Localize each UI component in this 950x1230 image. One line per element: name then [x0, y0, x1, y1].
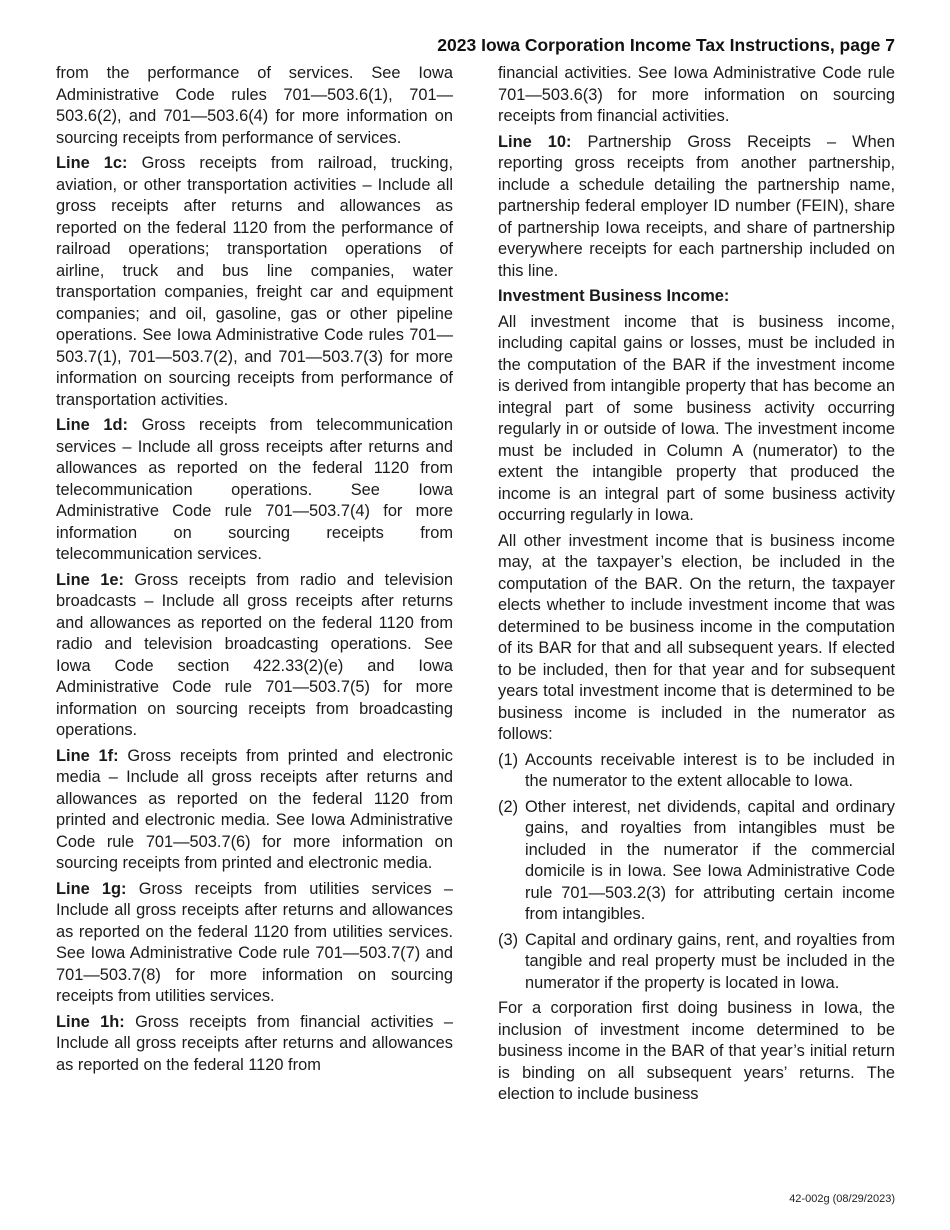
- line-10-text: Partnership Gross Receipts – When reporting gross receipts from another partnership, include a schedule detailing the partnership name, partnership federal employer ID number (FEIN), share of partnership Iowa receipts, and share of partnership everywhere receipts for each partnership included on this line.: [498, 132, 895, 280]
- list-item-text: Other interest, net dividends, capital and ordinary gains, and royalties from intangibles must be included in the numerator if the commercial domicile is in Iowa. See Iowa Administrative Code rule 701—503.2(3) for attributing certain income from intangibles.: [525, 797, 895, 923]
- investment-business-income-heading: Investment Business Income:: [498, 287, 730, 305]
- right-column: [498, 63, 895, 1110]
- list-item: [498, 797, 895, 926]
- list-item-text: Capital and ordinary gains, rent, and royalties from tangible and real property must be included in the numerator if the property is located in Iowa.: [525, 930, 895, 992]
- paragraph-services-continued: from the performance of services. See Iowa Administrative Code rules 701—503.6(1), 701—503.6(2), and 701—503.6(4) for more information on sourcing receipts from performance of services.: [56, 64, 453, 147]
- line-1f-text: Gross receipts from printed and electronic media – Include all gross receipts after returns and allowances as reported on the federal 1120 from printed and electronic media. See Iowa Administrative Code rule 701—503.7(6) for more information on sourcing receipts from printed and electronic media.: [56, 746, 453, 872]
- page-header: 2023 Iowa Corporation Income Tax Instructions, page 7: [437, 35, 895, 55]
- line-1f-label: Line 1f:: [56, 746, 119, 765]
- list-item: [498, 750, 895, 793]
- list-item: [498, 930, 895, 995]
- line-1c-text: Gross receipts from railroad, trucking, aviation, or other transportation activities – Include all gross receipts after returns and allowances as reported on the federal 1120 from the performance of railroad operations; transportation operations of airline, truck and bus line companies, water transportation companies, freight car and equipment companies; and oil, gasoline, gas or other pipeline operations. See Iowa Administrative Code rules 701—503.7(1), 701—503.7(2), and 701—503.7(3) for more information on sourcing receipts from performance of transportation activities.: [56, 154, 453, 409]
- line-1e-text: Gross receipts from radio and television broadcasts – Include all gross receipts after returns and allowances as reported on the federal 1120 from radio and television broadcasting operations. See Iowa Code section 422.33(2)(e) and Iowa Administrative Code rule 701—503.7(5) for more information on sourcing receipts from broadcasting operations.: [56, 570, 454, 739]
- line-1h-paragraph: [56, 1012, 453, 1077]
- list-item-number: (1): [498, 750, 519, 769]
- line-1d-label: Line 1d:: [56, 416, 128, 434]
- line-1g-label: Line 1g:: [56, 879, 127, 898]
- line-1h-label: Line 1h:: [56, 1012, 125, 1031]
- line-1h-text: Gross receipts from financial activities – Include all gross receipts after returns and allowances as reported on the federal 1120 from: [56, 1012, 453, 1074]
- line-1c-label: Line 1c:: [56, 154, 128, 172]
- investment-paragraph-3: For a corporation first doing business in Iowa, the inclusion of investment income determined to be business income in the BAR of that year’s initial return is binding on all subsequent years’ returns. The election to include business: [498, 999, 895, 1103]
- list-item-number: (3): [498, 930, 519, 949]
- form-code-footer: 42-002g (08/29/2023): [789, 1193, 895, 1205]
- line-1d-text: Gross receipts from telecommunication services – Include all gross receipts after returns and allowances as reported on the federal 1120 from telecommunication operations. See Iowa Administrative Code rule 701—503.7(4) for more information on sourcing receipts from telecommunication services.: [56, 416, 453, 563]
- line-1e-label: Line 1e:: [56, 570, 124, 589]
- line-1c-paragraph: [56, 153, 453, 411]
- line-1g-paragraph: [56, 879, 453, 1008]
- left-column: [56, 63, 453, 1080]
- line-10-paragraph: [498, 132, 895, 283]
- investment-paragraph-1: All investment income that is business income, including capital gains or losses, must be included in the computation of the BAR if the investment income is derived from intangible property that has become an integral part of some business activity occurring regularly in or outside of Iowa. The investment income must be included in Column A (numerator) to the extent the intangible property that produced the income is an integral part of some business activity occurring regularly in Iowa.: [498, 312, 895, 524]
- investment-paragraph-2: All other investment income that is business income may, at the taxpayer’s election, be included in the computation of the BAR. On the return, the taxpayer elects whether to include investment income that was determined to be business income in the computation of its BAR for that and all subsequent years. If elected to be included, then for that year and for subsequent years total investment income that is determined to be business income is included in the numerator as follows:: [498, 531, 895, 743]
- line-1e-paragraph: [56, 570, 453, 742]
- line-10-label: Line 10:: [498, 132, 572, 151]
- list-item-number: (2): [498, 797, 519, 816]
- line-1f-paragraph: [56, 746, 453, 875]
- line-1g-text: Gross receipts from utilities services – Include all gross receipts after returns and allowances as reported on the federal 1120 from utilities services. See Iowa Administrative Code rule 701—503.7(7) and 701—503.7(8) for more information on sourcing receipts from utilities services.: [56, 879, 453, 1005]
- line-1d-paragraph: [56, 415, 453, 566]
- list-item-text: Accounts receivable interest is to be included in the numerator to the extent allocable to Iowa.: [525, 750, 895, 790]
- paragraph-financial-continued: financial activities. See Iowa Administrative Code rule 701—503.6(3) for more information on sourcing receipts from financial activities.: [498, 64, 895, 125]
